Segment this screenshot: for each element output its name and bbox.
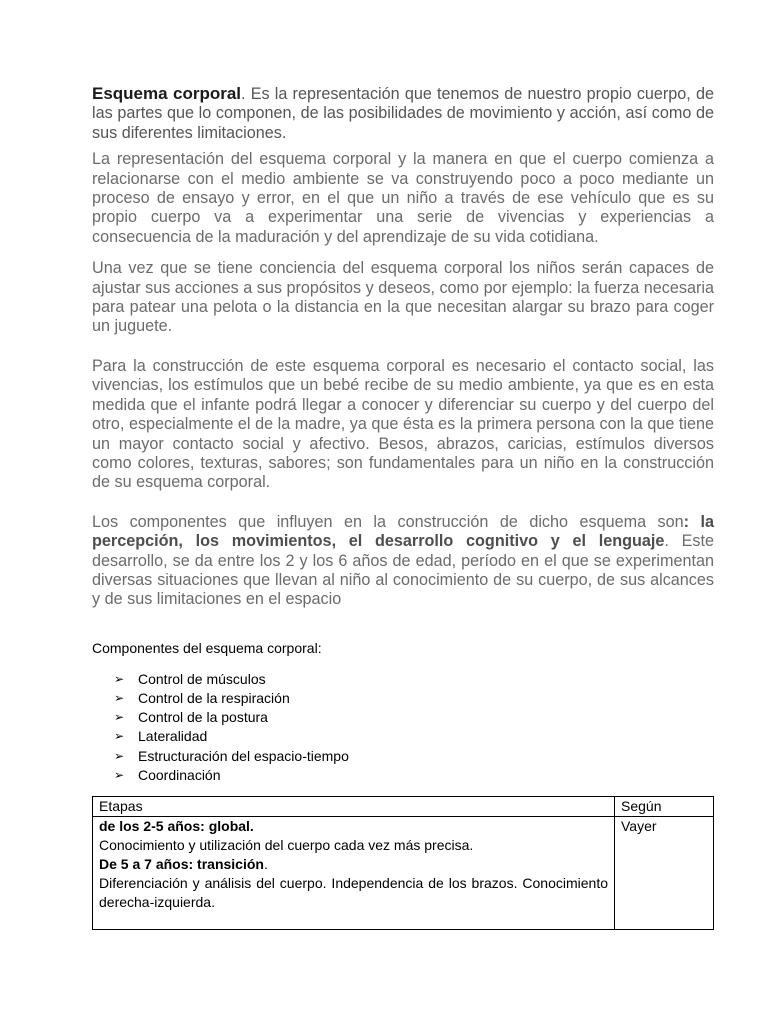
arrow-bullet-icon: ➢	[114, 748, 125, 763]
paragraph-social-contact: Para la construcción de este esquema corporal es necesario el contacto social, las vivencias, los estímulos que un bebé recibe de su medio ambiente, ya que es en esta medida que el infante podrá llegar a conocer y diferenciar su cuerpo y del cuerpo del otro, especialmente el de la madre, ya que ésta es la primera persona con la que tiene un mayor contacto social y afectivo. Besos, abrazos, caricias, estímulos diversos como colores, texturas, sabores; son fundamentales para un niño en la construcción de su esquema corporal.	[92, 356, 714, 492]
intro-term: Esquema corporal	[92, 84, 242, 103]
arrow-bullet-icon: ➢	[114, 690, 125, 705]
components-title: Componentes del esquema corporal:	[92, 639, 322, 656]
list-item-label: Control de la postura	[138, 709, 268, 726]
arrow-bullet-icon: ➢	[114, 671, 125, 686]
table-header-row	[93, 797, 714, 817]
paragraph-components	[92, 513, 714, 610]
document-body	[92, 84, 714, 785]
list-item-label: Control de la respiración	[138, 689, 290, 706]
list-item	[114, 747, 714, 766]
header-cell-author: Según	[615, 797, 714, 817]
stage1-text: Conocimiento y utilización del cuerpo cada vez más precisa.	[99, 837, 474, 853]
components-text-after: . Este desarrollo, se da entre los 2 y los 6 años de edad, período en el que se experimentan diversas situaciones que llevan al niño al conocimiento de su cuerpo, de sus alcances y de sus limitaciones en el espacio	[92, 532, 715, 609]
list-item	[114, 708, 714, 727]
table-row	[93, 817, 714, 930]
stages-table	[92, 796, 714, 930]
intro-text: . Es la representación que tenemos de nuestro propio cuerpo, de las partes que lo componen, de las posibilidades de movimiento y acción, así como de sus diferentes limitaciones.	[92, 85, 714, 142]
arrow-bullet-icon: ➢	[114, 729, 125, 744]
list-item	[114, 689, 714, 708]
stage2-text: Diferenciación y análisis del cuerpo. Independencia de los brazos. Conocimiento derecha-izquierda.	[99, 875, 608, 910]
paragraph-awareness: Una vez que se tiene conciencia del esquema corporal los niños serán capaces de ajustar sus acciones a sus propósitos y deseos, como por ejemplo: la fuerza necesaria para patear una pelota o la distancia en la que necesitan alargar su brazo para coger un juguete.	[92, 259, 714, 336]
components-list	[92, 670, 714, 785]
stage2-title: De 5 a 7 años: transición	[99, 856, 264, 872]
stage1-title: de los 2-5 años: global.	[99, 818, 254, 834]
list-item	[114, 727, 714, 746]
stage2-punct: .	[263, 856, 268, 872]
author-cell: Vayer	[615, 817, 714, 930]
list-item-label: Control de músculos	[138, 670, 266, 687]
components-text-before: Los componentes que influyen en la construcción de dicho esquema son	[92, 512, 684, 531]
arrow-bullet-icon: ➢	[114, 710, 125, 725]
list-item	[114, 670, 714, 689]
list-item-label: Coordinación	[138, 766, 221, 783]
list-item-label: Lateralidad	[138, 728, 208, 745]
intro-paragraph	[92, 84, 714, 143]
header-cell-stages: Etapas	[93, 797, 615, 817]
arrow-bullet-icon: ➢	[114, 767, 125, 782]
list-item	[114, 766, 714, 785]
components-highlight: : la percepción, los movimientos, el desarrollo cognitivo y el lenguaje	[92, 512, 714, 551]
stage2-heading	[99, 855, 608, 874]
stages-cell	[93, 817, 615, 930]
list-item-label: Estructuración del espacio-tiempo	[138, 747, 349, 764]
paragraph-construction: La representación del esquema corporal y la manera en que el cuerpo comienza a relacionarse con el medio ambiente se va construyendo poco a poco mediante un proceso de ensayo y error, en el que un niño a través de ese vehículo que es su propio cuerpo va a experimentar una serie de vivencias y experiencias a consecuencia de la maduración y del aprendizaje de su vida cotidiana.	[92, 150, 714, 246]
